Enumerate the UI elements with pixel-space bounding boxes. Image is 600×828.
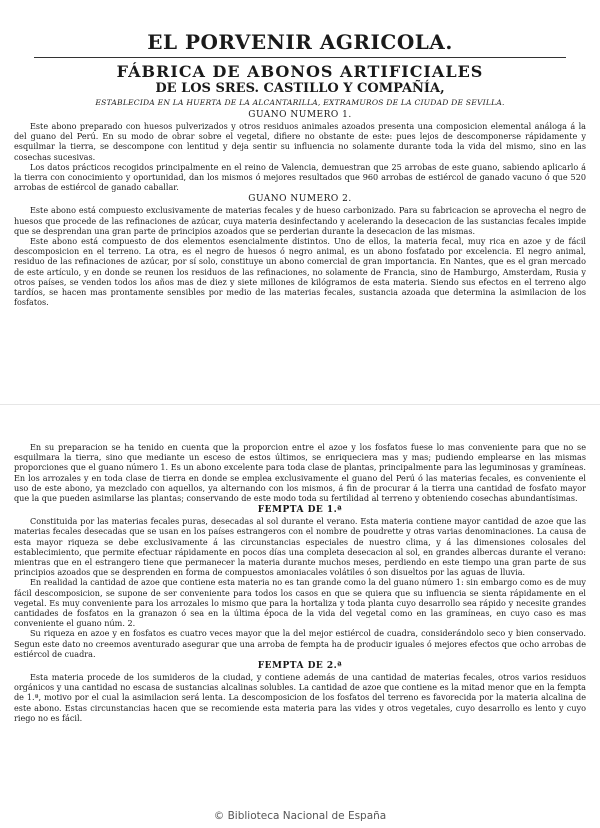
- guano-2-heading: GUANO NUMERO 2.: [248, 194, 352, 205]
- fempta-1-heading: FEMPTA DE 1.ª: [257, 505, 343, 516]
- guano-1-heading: GUANO NUMERO 1.: [248, 110, 352, 120]
- guano-2-paragraph-1: Este abono está compuesto exclusivamente de materias fecales y de hueso carbonizado. Para su fabricacion se aprovecha el negro de huesos que procede de las refinaciones de azúcar, cuya materia desinfectando y acelerando la desecacion de las sustancias fecales impide que se desprendan una gran parte de principios azoados que se perderian durante la desecacion de las mismas.: [14, 205, 586, 236]
- factory-title: FÁBRICA DE ABONOS ARTIFICIALES: [116, 62, 484, 81]
- fempta-2-heading: FEMPTA DE 2.ª: [257, 661, 343, 672]
- guano-2-paragraph-2: Este abono está compuesto de dos elementos esencialmente distintos. Uno de ellos, la materia fecal, muy rica en azoe y de fácil descomposicion en el terreno. La otra, es el negro de huesos ó negro animal, es un abono fosfatado por excelencia. El negro animal, residuo de las refinaciones de azúcar, por sí solo, constituye un abono comercial de gran importancia. En Nantes, que es el gran mercado de este artículo, y en donde se reunen los residuos de las refinaciones, no solamente de Francia, sino de Hamburgo, Amsterdam, Rusia y otros países, se venden todos los años mas de diez y siete millones de kilógramos de esta materia. Siendo sus efectos en el terreno algo tardíos, se hacen mas prontamente sensibles por medio de las materias fecales, sustancia azoada que determina la asimilacion de los fosfatos.: [14, 236, 586, 308]
- fempta-2-paragraph-1: Esta materia procede de los sumideros de la ciudad, y contiene además de una cantidad de materias fecales, otros varios residuos orgánicos y una cantidad no escasa de sustancias alcalinas solubles. La cantidad de azoe que contiene es la mitad menor que en la fempta de 1.ª, motivo por el cual la asimilacion será lenta. La descomposicion de los fosfatos del terreno es favorecida por la materia alcalina de este abono. Estas circunstancias hacen que se recomiende esta materia para las vides y otros vegetales, cuyo desarrollo es lento y cuyo riego no es fácil.: [14, 672, 586, 723]
- lower-section: [14, 442, 586, 723]
- company-subtitle: DE LOS SRES. CASTILLO Y COMPAÑÍA,: [155, 81, 445, 96]
- fempta-1-paragraph-3: Su riqueza en azoe y en fosfatos es cuatro veces mayor que la del mejor estiércol de cuadra, considerándolo seco y bien conservado. Segun este dato no creemos aventurado asegurar que una arroba de fempta ha de producir iguales ó mejores efectos que ocho arrobas de estiércol de cuadra.: [14, 628, 586, 659]
- masthead: EL PORVENIR AGRICOLA.: [147, 30, 453, 54]
- guano-2-continuation: En su preparacion se ha tenido en cuenta que la proporcion entre el azoe y los fosfatos fuese lo mas conveniente para que no se esquilmara la tierra, sino que mediante un esceso de estos últimos, se enriqueciera mas y mas; pudiendo emplearse en las mismas proporciones que el guano número 1. Es un abono excelente para toda clase de plantas, principalmente para las leguminosas y gramíneas. En los arrozales y en toda clase de tierra en donde se emplea exclusivamente el guano del Perú ó las materias fecales, es conveniente el uso de este abono, ya mezclado con aquellos, ya alternando con los mismos, á fin de procurar á la tierra una cantidad de fosfato mayor que la que pueden asimilarse las plantas; conservando de este modo toda su fertilidad al terreno y obteniendo cosechas abundantísimas.: [14, 442, 586, 504]
- page-divider: [0, 404, 600, 405]
- library-credit: © Biblioteca Nacional de España: [213, 810, 387, 822]
- fempta-1-paragraph-1: Constituida por las materias fecales puras, desecadas al sol durante el verano. Esta materia contiene mayor cantidad de azoe que las materias fecales desecadas que se usan en los países estrangeros con el nombre de poudrette y otras varias denominaciones. La causa de esta mayor riqueza se debe exclusivamente á las circunstancias especiales de nuestro clima, y á las dimensiones colosales del establecimiento, que permite efectuar rápidamente en pocos días una completa desecacion al sol, en grandes albercas durante el verano: mientras que en el estrangero tiene que permanecer la materia durante muchos meses, perdiendo en este tiempo una gran parte de sus principios azoados que se desprenden en forma de compuestos amoniacales volátiles ó son disueltos por las aguas de lluvia.: [14, 516, 586, 578]
- masthead-rule: [34, 57, 566, 58]
- location-line: ESTABLECIDA EN LA HUERTA DE LA ALCANTARILLA, EXTRAMUROS DE LA CIUDAD DE SEVILLA.: [95, 98, 505, 107]
- fempta-1-paragraph-2: En realidad la cantidad de azoe que contiene esta materia no es tan grande como la del guano número 1: sin embargo como es de muy fácil descomposicion, se supone de ser conveniente para todos los casos en que se quiera que su influencia se sienta rápidamente en el vegetal. Es muy conveniente para los arrozales lo mismo que para la hortaliza y toda planta cuyo desarrollo sea rápido y necesite grandes cantidades de fosfatos en la granazon ó sea en la última época de la vida del vegetal como en las gramíneas, en cuyo caso es mas conveniente el guano núm. 2.: [14, 577, 586, 629]
- upper-section: [14, 30, 586, 307]
- guano-1-paragraph-2: Los datos prácticos recogidos principalmente en el reino de Valencia, demuestran que 25 arrobas de este guano, sabiendo aplicarlo á la tierra con conocimiento y oportunidad, dan los mismos ó mejores resultados que 960 arrobas de estiércol de ganado vacuno ó que 520 arrobas de estiércol de ganado caballar.: [14, 161, 586, 193]
- guano-1-paragraph-1: Este abono preparado con huesos pulverizados y otros residuos animales azoados presenta una composicion elemental análoga á la del guano del Perú. En su modo de obrar sobre el vegetal, difiere no obstante de este: pues lejos de descomponerse rápidamente y esquilmar la tierra, se descompone con lentitud y deja sentir su influencia no solamente durante toda la vida del mismo, sino en las cosechas sucesivas.: [14, 121, 586, 162]
